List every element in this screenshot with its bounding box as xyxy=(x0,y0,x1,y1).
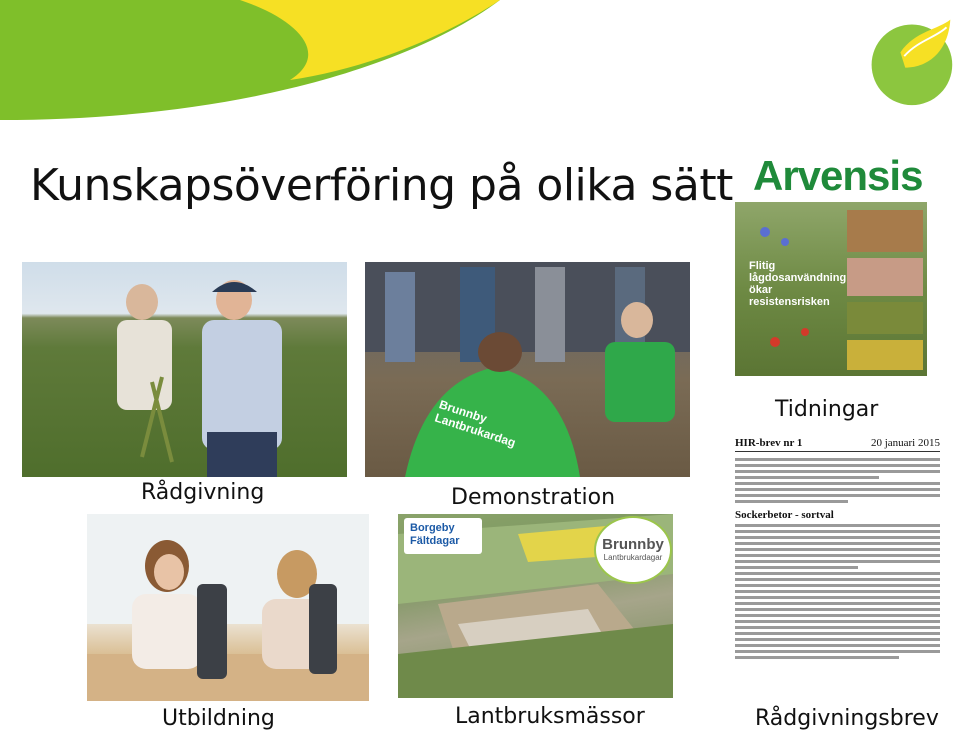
caption-radgivning: Rådgivning xyxy=(141,480,265,505)
leaf-logo-icon xyxy=(862,12,958,108)
caption-lantbruksmassor: Lantbruksmässor xyxy=(455,704,645,729)
magazine-title: Arvensis xyxy=(753,152,923,199)
caption-demonstration: Demonstration xyxy=(451,485,616,510)
slide-title: Kunskapsöverföring på olika sätt xyxy=(30,160,733,211)
shirt-print: Brunnby Lantbrukardag xyxy=(433,397,518,450)
hir-letter xyxy=(735,437,940,699)
badge-borgeby: Borgeby Fältdagar xyxy=(404,518,482,554)
letter-date: 20 januari 2015 xyxy=(870,437,940,449)
badge-brunnby: Brunnby Lantbrukardagar xyxy=(594,516,672,584)
header-swoosh xyxy=(0,0,960,140)
fair-aerial-photo xyxy=(398,514,673,698)
caption-tidningar: Tidningar xyxy=(775,397,879,422)
education-photo xyxy=(87,514,369,701)
advisory-photo xyxy=(22,262,347,477)
caption-radgivningsbrev: Rådgivningsbrev xyxy=(755,706,939,731)
caption-utbildning: Utbildning xyxy=(162,706,275,731)
magazine-headline: Flitig lågdosanvändning ökar resistensrisken xyxy=(749,260,847,308)
arvensis-magazine xyxy=(735,150,927,385)
demonstration-photo xyxy=(365,262,690,477)
letter-title: HIR-brev nr 1 xyxy=(735,437,803,449)
letter-section: Sockerbetor - sortval xyxy=(735,509,834,521)
